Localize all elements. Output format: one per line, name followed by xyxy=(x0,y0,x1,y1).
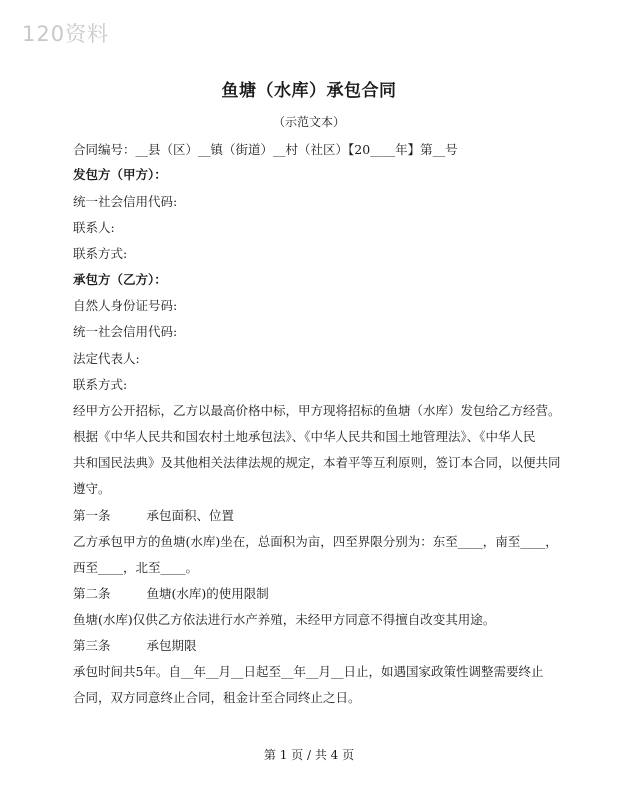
article-1-line-2: 西至____，北至____。 xyxy=(73,560,199,575)
page-footer: 第 1 页 / 共 4 页 xyxy=(263,748,355,762)
article-1-title xyxy=(73,506,234,524)
party-a-contact-method: 联系方式: xyxy=(73,246,128,261)
party-b-legal-rep: 法定代表人: xyxy=(73,351,140,366)
document-title: 鱼塘（水库）承包合同 xyxy=(221,81,397,101)
article-3-line-1: 承包时间共5年。自__年__月__日起至__年__月__日止，如遇国家政策性调整需要终止 xyxy=(73,664,544,679)
party-b-contact-method: 联系方式: xyxy=(73,377,128,392)
article-1-number: 第一条 xyxy=(73,508,111,523)
party-a-contact-person: 联系人: xyxy=(73,220,115,235)
watermark: 120资料 xyxy=(22,22,110,46)
party-b-heading: 承包方（乙方）： xyxy=(73,272,167,287)
party-a-credit-code: 统一社会信用代码: xyxy=(73,194,178,209)
party-b-id-number: 自然人身份证号码: xyxy=(73,298,178,313)
article-2-heading: 鱼塘(水库)的使用限制 xyxy=(146,586,269,601)
article-2-line-1: 鱼塘(水库)仅供乙方依法进行水产养殖，未经甲方同意不得擅自改变其用途。 xyxy=(73,612,496,627)
preamble-line-1: 经甲方公开招标，乙方以最高价格中标，甲方现将招标的鱼塘（水库）发包给乙方经营。 xyxy=(73,403,561,418)
preamble-line-4: 遵守。 xyxy=(73,481,111,496)
article-2-number: 第二条 xyxy=(73,586,111,601)
preamble-line-3: 共和国民法典》及其他相关法律法规的规定，本着平等互利原则，签订本合同，以便共同 xyxy=(73,455,561,470)
article-2-title xyxy=(73,584,269,602)
contract-number: 合同编号：__县（区）__镇（街道）__村（社区）【20____年】第__号 xyxy=(73,142,458,157)
article-3-title xyxy=(73,636,197,654)
article-3-number: 第三条 xyxy=(73,638,111,653)
article-3-heading: 承包期限 xyxy=(146,638,197,653)
article-3-line-2: 合同，双方同意终止合同，租金计至合同终止之日。 xyxy=(73,690,361,705)
article-1-heading: 承包面积、位置 xyxy=(146,508,235,523)
party-a-heading: 发包方（甲方）： xyxy=(73,167,167,182)
party-b-credit-code: 统一社会信用代码: xyxy=(73,324,178,339)
article-1-line-1: 乙方承包甲方的鱼塘(水库)坐在，总面积为亩，四至界限分别为：东至____，南至____， xyxy=(73,534,558,549)
document-subtitle: （示范文本） xyxy=(272,115,345,129)
preamble-line-2: 根据《中华人民共和国农村土地承包法》、《中华人民共和国土地管理法》、《中华人民 xyxy=(73,429,536,444)
